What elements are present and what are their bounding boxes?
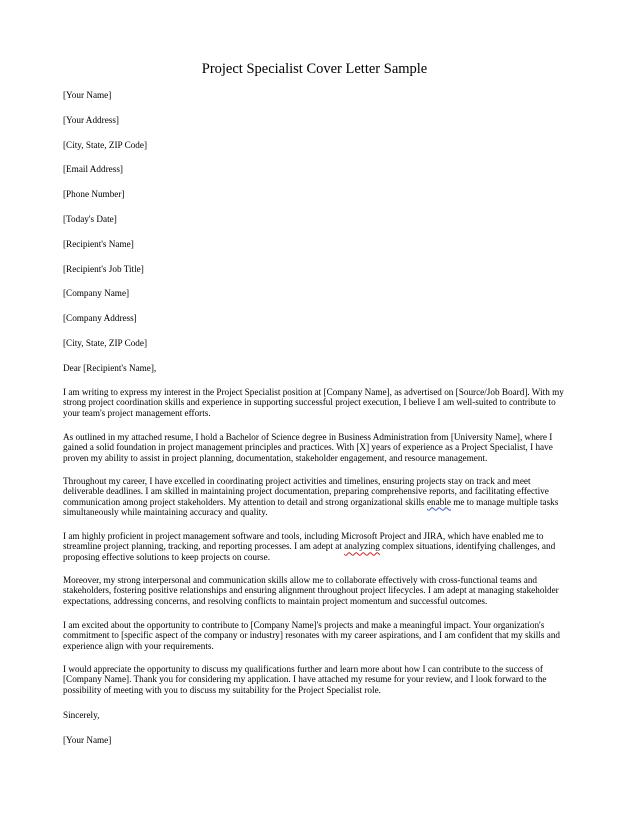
paragraph-text: me to manage multiple tasks simultaneously while maintaining accuracy and quality. [63,496,559,517]
paragraph-closing: I would appreciate the opportunity to discuss my qualifications further and learn more about how I can contribute to the success of [Company Name]. Thank you for considering my application. I have attached my resume for your review, and I look forward to the possibility of meeting with you to discuss my suitability for the Project Specialist role. [63,664,547,695]
closing: Sincerely, [63,710,100,720]
grammar-flagged-word[interactable]: enable [426,496,451,507]
paragraph-education: As outlined in my attached resume, I hold a Bachelor of Science degree in Business Administration from [University Name], where I gained a solid foundation in project management principles and practices. With [X] years of experience as a Project Specialist, I have proven my ability to assist in project planning, documentation, stakeholder engagement, and resource management. [63,432,553,463]
paragraph-text: Throughout my career, I have excelled in coordinating project activities and timelines, ensuring projects stay on track and meet deliverable deadlines. I am skilled in maintaining project documentation, preparing comprehensive reports, and facilitating effective communication among project stakeholders. My attention to detail and strong organizational skills [63,476,549,507]
letter-date: [Today's Date] [63,214,117,224]
document-title: Project Specialist Cover Letter Sample [201,61,428,77]
paragraph-intro: I am writing to express my interest in the Project Specialist position at [Company Name], as advertised on [Source/Job Board]. With my strong project coordination skills and experience in supporting successful project execution, I believe I am well-suited to contribute to your team's project management efforts. [63,387,564,418]
recipient-name: [Recipient's Name] [63,239,134,249]
paragraph-interpersonal: Moreover, my strong interpersonal and communication skills allow me to collaborate effectively with cross-functional teams and stakeholders, fostering positive relationships and ensuring alignment throughout project lifecycles. I am adept at managing stakeholder expectations, addressing concerns, and resolving conflicts to maintain project momentum and successful outcomes. [63,575,559,606]
paragraph-experience [63,476,573,517]
sender-phone: [Phone Number] [63,189,125,199]
sender-address: [Your Address] [63,115,119,125]
paragraph-text: I am highly proficient in project management software and tools, including Microsoft Project and JIRA, which have enabled me to streamline project planning, tracking, and reporting processes. I am adept at [63,531,544,552]
paragraph-software [63,531,573,562]
spelling-flagged-word[interactable]: analyzing [344,541,380,552]
sender-name: [Your Name] [63,90,112,100]
recipient-company-address: [Company Address] [63,313,137,323]
salutation: Dear [Recipient's Name], [63,363,157,373]
recipient-company: [Company Name] [63,288,130,298]
recipient-job-title: [Recipient's Job Title] [63,264,144,274]
signature-name: [Your Name] [63,735,112,745]
sender-email: [Email Address] [63,164,123,174]
sender-city-state-zip: [City, State, ZIP Code] [63,140,148,150]
paragraph-excitement: I am excited about the opportunity to contribute to [Company Name]'s projects and make a meaningful impact. Your organization's commitment to [specific aspect of the company or industry] resonates with my career aspirations, and I am confident that my skills and experience align with your requirements. [63,620,561,651]
paragraph-text: complex situations, identifying challenges, and proposing effective solutions to keep projects on course. [63,541,556,562]
recipient-city-state-zip: [City, State, ZIP Code] [63,338,148,348]
